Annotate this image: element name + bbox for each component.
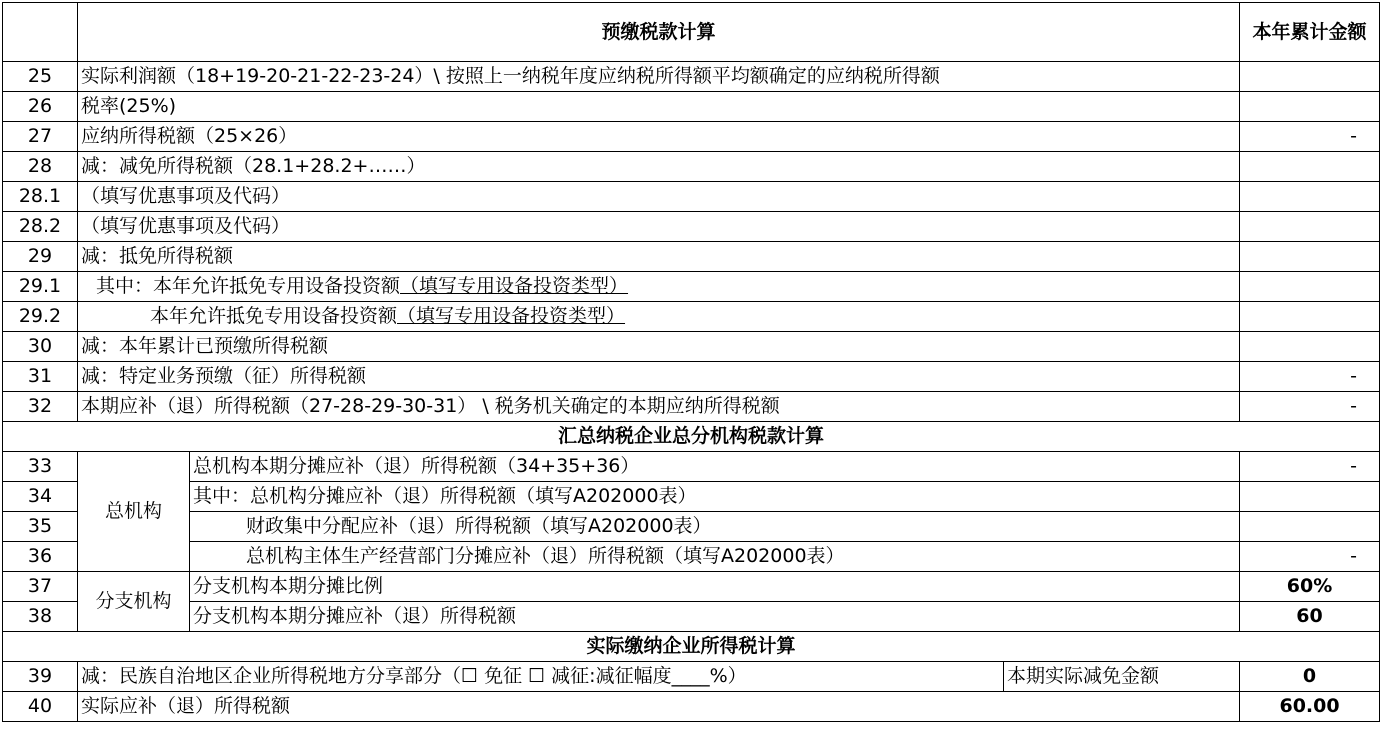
row-number: 28.1 xyxy=(3,182,78,212)
row-number: 32 xyxy=(3,392,78,422)
row-value-input[interactable]: 60.00 xyxy=(1240,692,1380,722)
row-value-input[interactable]: - xyxy=(1240,122,1380,152)
table-row xyxy=(3,212,1380,242)
header-no-cell xyxy=(3,3,78,62)
row-label: 分支机构本期分摊应补（退）所得税额 xyxy=(190,602,1240,632)
row-label: （填写优惠事项及代码） xyxy=(78,212,1240,242)
row-number: 34 xyxy=(3,482,78,512)
row-number: 25 xyxy=(3,62,78,92)
table-row xyxy=(3,332,1380,362)
table-row xyxy=(3,482,1380,512)
row-label xyxy=(78,302,1240,332)
row-label: 税率(25%) xyxy=(78,92,1240,122)
row-value-input[interactable] xyxy=(1240,302,1380,332)
table-row xyxy=(3,242,1380,272)
table-row xyxy=(3,392,1380,422)
section-header-row xyxy=(3,422,1380,452)
header-amount-col: 本年累计金额 xyxy=(1240,3,1380,62)
table-row xyxy=(3,362,1380,392)
table-row xyxy=(3,542,1380,572)
table-row xyxy=(3,572,1380,602)
table-row xyxy=(3,182,1380,212)
row-label: 本期应补（退）所得税额（27-28-29-30-31） \ 税务机关确定的本期应纳所得税额 xyxy=(78,392,1240,422)
row-number: 30 xyxy=(3,332,78,362)
row-number: 29.2 xyxy=(3,302,78,332)
row-label-text: 其中：本年允许抵免专用设备投资额 xyxy=(96,275,401,297)
table-row xyxy=(3,512,1380,542)
row-value-input[interactable]: - xyxy=(1240,362,1380,392)
row-value-input[interactable] xyxy=(1240,92,1380,122)
table-row xyxy=(3,62,1380,92)
row-number: 35 xyxy=(3,512,78,542)
row-label: 减：抵免所得税额 xyxy=(78,242,1240,272)
row-value-input[interactable] xyxy=(1240,242,1380,272)
row-number: 37 xyxy=(3,572,78,602)
row-number: 29 xyxy=(3,242,78,272)
row-number: 27 xyxy=(3,122,78,152)
row-label-exemption[interactable]: 减：民族自治地区企业所得税地方分享部分（☐ 免征 ☐ 减征:减征幅度____%） xyxy=(78,662,1004,692)
row-label: 财政集中分配应补（退）所得税额（填写A202000表） xyxy=(190,512,1240,542)
row-value-input[interactable] xyxy=(1240,482,1380,512)
row-label: （填写优惠事项及代码） xyxy=(78,182,1240,212)
row-label: 其中：总机构分摊应补（退）所得税额（填写A202000表） xyxy=(190,482,1240,512)
table-row xyxy=(3,302,1380,332)
row-value-input[interactable] xyxy=(1240,272,1380,302)
row-value-input[interactable] xyxy=(1240,512,1380,542)
table-row xyxy=(3,662,1380,692)
row-number: 29.1 xyxy=(3,272,78,302)
row-value-input[interactable]: - xyxy=(1240,542,1380,572)
section-header-row xyxy=(3,632,1380,662)
row-number: 31 xyxy=(3,362,78,392)
table-row xyxy=(3,272,1380,302)
row-label: 应纳所得税额（25×26） xyxy=(78,122,1240,152)
section-title-consolidated: 汇总纳税企业总分机构税款计算 xyxy=(3,422,1380,452)
row-number: 28.2 xyxy=(3,212,78,242)
row-label: 分支机构本期分摊比例 xyxy=(190,572,1240,602)
row-label: 减：特定业务预缴（征）所得税额 xyxy=(78,362,1240,392)
row-number: 40 xyxy=(3,692,78,722)
header-title: 预缴税款计算 xyxy=(78,3,1240,62)
row-number: 28 xyxy=(3,152,78,182)
table-row xyxy=(3,152,1380,182)
row-label: 实际利润额（18+19-20-21-22-23-24）\ 按照上一纳税年度应纳税所得额平均额确定的应纳税所得额 xyxy=(78,62,1240,92)
table-row xyxy=(3,92,1380,122)
row-number: 26 xyxy=(3,92,78,122)
row-number: 39 xyxy=(3,662,78,692)
row-label: 减：减免所得税额（28.1+28.2+……） xyxy=(78,152,1240,182)
row-label xyxy=(78,272,1240,302)
row-value-input[interactable] xyxy=(1240,212,1380,242)
row-value-input[interactable] xyxy=(1240,182,1380,212)
row-value-input[interactable]: 60% xyxy=(1240,572,1380,602)
table-row xyxy=(3,692,1380,722)
row-label: 减：本年累计已预缴所得税额 xyxy=(78,332,1240,362)
row-label: 总机构主体生产经营部门分摊应补（退）所得税额（填写A202000表） xyxy=(190,542,1240,572)
row-value-input[interactable] xyxy=(1240,332,1380,362)
group-label-head-office: 总机构 xyxy=(78,452,190,572)
row-value-input[interactable] xyxy=(1240,62,1380,92)
header-row xyxy=(3,3,1380,62)
group-label-branch: 分支机构 xyxy=(78,572,190,632)
row-label: 实际应补（退）所得税额 xyxy=(78,692,1240,722)
tax-calculation-table xyxy=(2,2,1380,722)
row-number: 38 xyxy=(3,602,78,632)
equipment-type-field[interactable]: （填写专用设备投资类型） xyxy=(400,275,629,297)
table-row xyxy=(3,122,1380,152)
table-row xyxy=(3,452,1380,482)
row-number: 33 xyxy=(3,452,78,482)
table-row xyxy=(3,602,1380,632)
row-value-input[interactable]: - xyxy=(1240,392,1380,422)
row-label: 总机构本期分摊应补（退）所得税额（34+35+36） xyxy=(190,452,1240,482)
equipment-type-field[interactable]: （填写专用设备投资类型） xyxy=(397,305,626,327)
row-number: 36 xyxy=(3,542,78,572)
row-value-input[interactable]: 60 xyxy=(1240,602,1380,632)
row-value-input[interactable] xyxy=(1240,152,1380,182)
row-sub-label: 本期实际减免金额 xyxy=(1004,662,1240,692)
section-title-actual-payment: 实际缴纳企业所得税计算 xyxy=(3,632,1380,662)
row-label-text: 本年允许抵免专用设备投资额 xyxy=(150,305,398,327)
row-value-input[interactable]: - xyxy=(1240,452,1380,482)
row-value-input[interactable]: 0 xyxy=(1240,662,1380,692)
